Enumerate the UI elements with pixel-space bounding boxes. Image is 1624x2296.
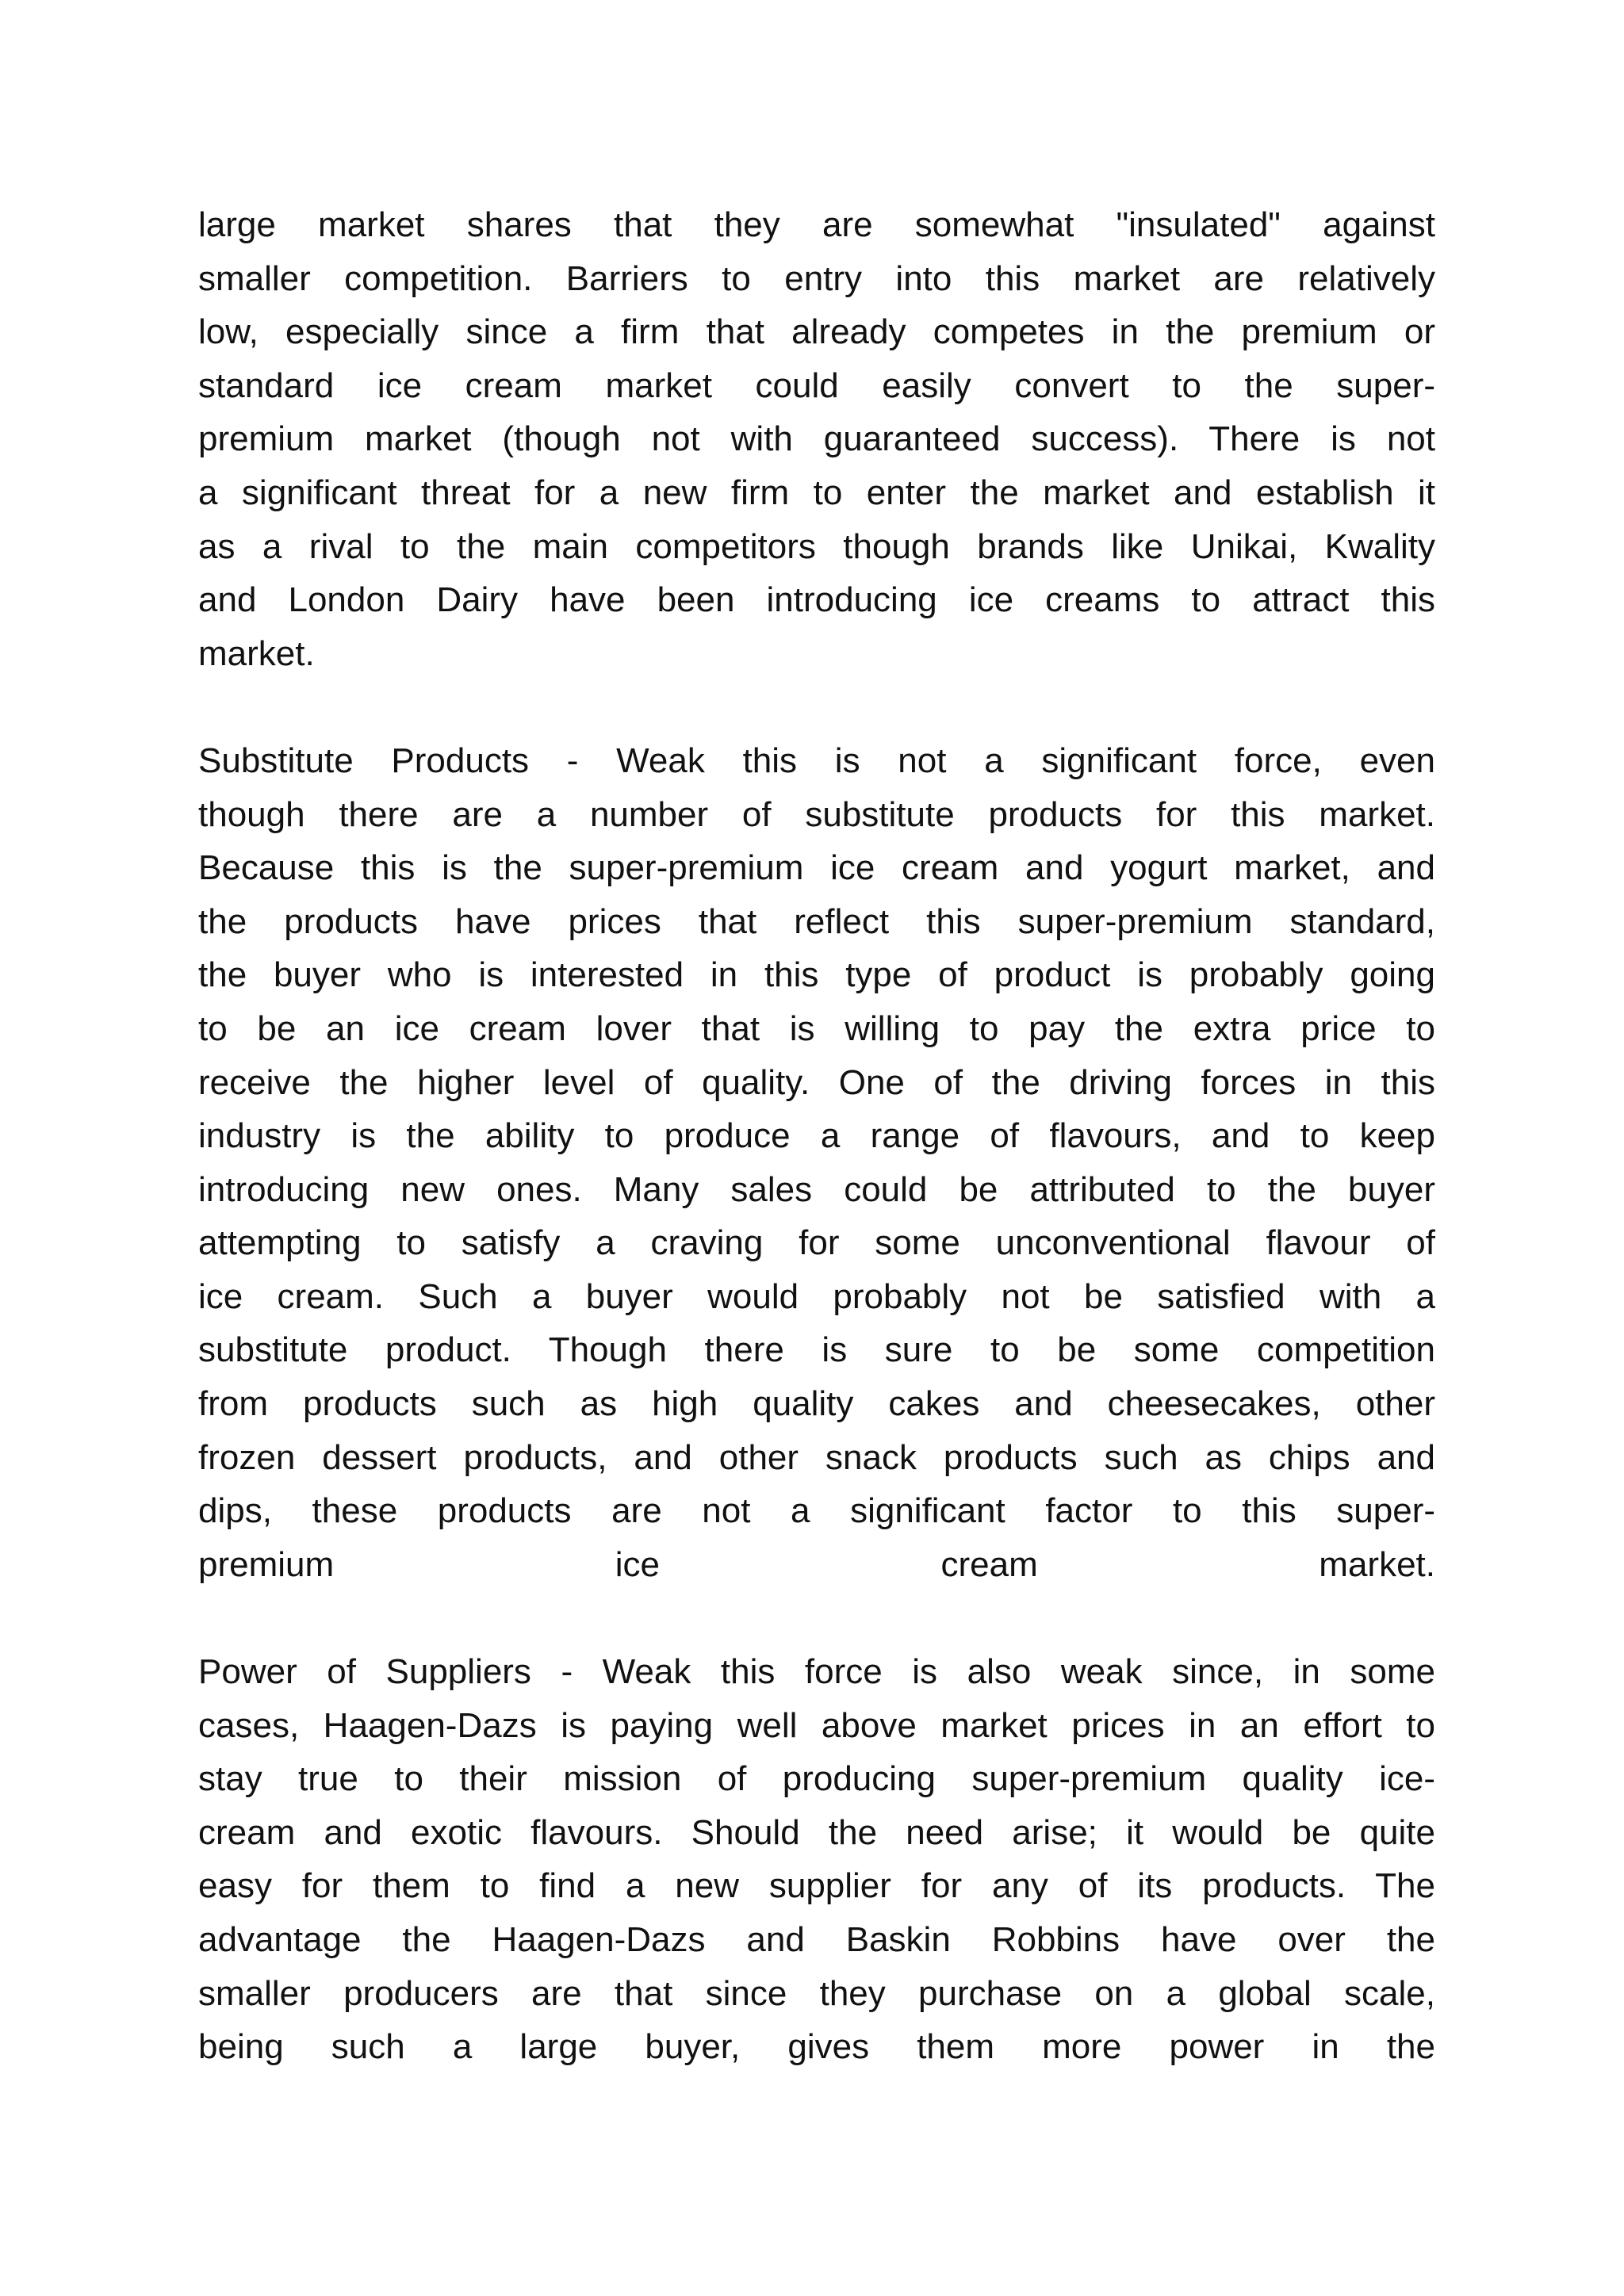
text-line: cases, Haagen-Dazs is paying well above market prices in an effort to (198, 1705, 1435, 1745)
text-line: large market shares that they are somewhat "insulated" against (198, 205, 1435, 244)
text-line: to be an ice cream lover that is willing to pay the extra price to (198, 1008, 1435, 1048)
text-line: introducing new ones. Many sales could be attributed to the buyer (198, 1169, 1435, 1209)
paragraph-substitute-products (198, 734, 1435, 1592)
text-line: stay true to their mission of producing super-premium quality ice- (198, 1759, 1435, 1799)
text-line: advantage the Haagen-Dazs and Baskin Robbins have over the (198, 1920, 1435, 1959)
text-line: industry is the ability to produce a range of flavours, and to keep (198, 1116, 1435, 1156)
text-line: dips, these products are not a significant factor to this super- (198, 1491, 1435, 1531)
text-line: smaller producers are that since they purchase on a global scale, (198, 1973, 1435, 2013)
text-line: smaller competition. Barriers to entry into this market are relatively (198, 258, 1435, 298)
text-line: as a rival to the main competitors though brands like Unikai, Kwality (198, 526, 1435, 566)
text-line: frozen dessert products, and other snack products such as chips and (198, 1437, 1435, 1477)
text-line: Substitute Products - Weak this is not a significant force, even (198, 740, 1435, 780)
text-line: ice cream. Such a buyer would probably not be satisfied with a (198, 1276, 1435, 1316)
text-line: being such a large buyer, gives them more power in the (198, 2027, 1435, 2067)
text-line: standard ice cream market could easily convert to the super- (198, 365, 1435, 405)
text-line: premium ice cream market. (198, 1544, 1435, 1584)
text-line: premium market (though not with guaranteed success). There is not (198, 419, 1435, 459)
paragraph-power-of-suppliers (198, 1645, 1435, 2074)
text-line: easy for them to find a new supplier for any of its products. The (198, 1866, 1435, 1906)
text-line: substitute product. Though there is sure to be some competition (198, 1330, 1435, 1370)
text-line: low, especially since a firm that already competes in the premium or (198, 312, 1435, 352)
text-line: cream and exotic flavours. Should the need arise; it would be quite (198, 1812, 1435, 1852)
paragraph-market-entry (198, 198, 1435, 680)
text-line: a significant threat for a new firm to enter the market and establish it (198, 473, 1435, 512)
text-line: the buyer who is interested in this type of product is probably going (198, 955, 1435, 995)
text-line: and London Dairy have been introducing ice creams to attract this (198, 580, 1435, 620)
text-line: Power of Suppliers - Weak this force is also weak since, in some (198, 1652, 1435, 1692)
text-line: receive the higher level of quality. One of the driving forces in this (198, 1062, 1435, 1102)
text-line: market. (198, 633, 315, 673)
text-line: Because this is the super-premium ice cream and yogurt market, and (198, 848, 1435, 888)
text-line: attempting to satisfy a craving for some unconventional flavour of (198, 1223, 1435, 1263)
document-body (198, 198, 1435, 2074)
text-line: from products such as high quality cakes and cheesecakes, other (198, 1384, 1435, 1424)
text-line: though there are a number of substitute products for this market. (198, 794, 1435, 834)
text-line: the products have prices that reflect this super-premium standard, (198, 901, 1435, 941)
